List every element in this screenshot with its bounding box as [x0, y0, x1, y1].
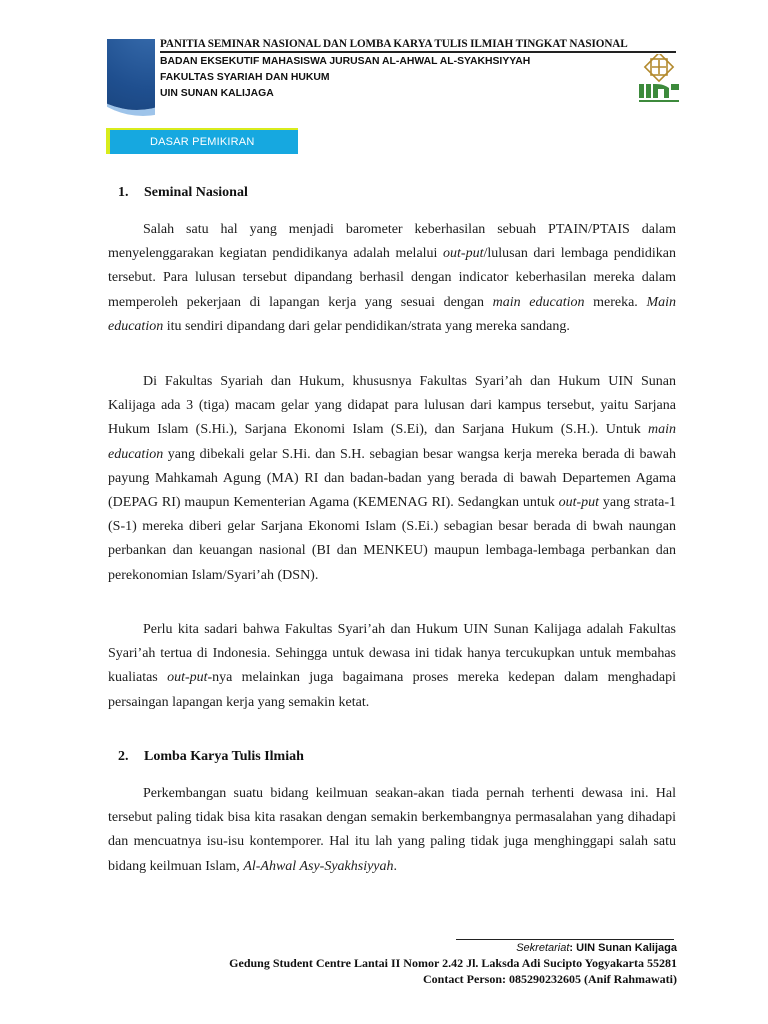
section-heading-lomba	[118, 749, 304, 765]
section-tag-dasar-pemikiran	[106, 128, 298, 154]
footer-address: Gedung Student Centre Lantai II Nomor 2.42 Jl. Laksda Adi Sucipto Yogyakarta 55281	[229, 956, 677, 970]
footer-secretariat: Sekretariat: UIN Sunan Kalijaga	[516, 942, 677, 954]
italic-term: out-put	[443, 246, 484, 262]
footer-contact: Contact Person: 085290232605 (Anif Rahmawati)	[423, 972, 677, 986]
paragraph: Perkembangan suatu bidang keilmuan seakan-akan tiada pernah terhenti dewasa ini. Hal tersebut paling tidak bisa kita rasakan dengan semakin berkembangnya permasalahan yang dihadapi dan mencuatnya isu-isu kontemporer. Hal itu lah yang paling tidak juga menghinggapi salah satu bidang keilmuan Islam, Al-Ahwal Asy-Syakhsiyyah.	[108, 786, 676, 874]
header-university: UIN SUNAN KALIJAGA	[160, 88, 274, 99]
header-committee-title: PANITIA SEMINAR NASIONAL DAN LOMBA KARYA TULIS ILMIAH TINGKAT NASIONAL	[160, 38, 628, 50]
header-divider	[160, 51, 676, 53]
paragraph: Salah satu hal yang menjadi barometer keberhasilan sebuah PTAIN/PTAIS dalam menyelenggarakan kegiatan pendidikanya adalah melalui out-put/lulusan dari lembaga pendidikan tersebut. Para lulusan tersebut dipandang berhasil dengan indicator keberhasilan mereka dalam memperoleh pekerjaan di lapangan kerja yang sesuai dengan main education mereka. Main education itu sendiri dipandang dari gelar pendidikan/strata yang mereka sandang.	[108, 222, 676, 334]
header-organization: BADAN EKSEKUTIF MAHASISWA JURUSAN AL-AHWAL AL-SYAKHSIYYAH	[160, 56, 531, 67]
italic-term: main education	[492, 294, 585, 310]
header-mask-top	[0, 0, 768, 39]
header-faculty: FAKULTAS SYARIAH DAN HUKUM	[160, 72, 330, 83]
italic-term: out-put	[558, 495, 600, 511]
uin-logo-icon	[636, 54, 682, 104]
paragraph: Di Fakultas Syariah dan Hukum, khususnya Fakultas Syari’ah dan Hukum UIN Sunan Kalijaga ada 3 (tiga) macam gelar yang didapat para lulusan dari kampus tersebut, yaitu Sarjana Hukum Islam (S.Hi.), Sarjana Ekonomi Islam (S.Ei), dan Sarjana Hukum (S.H.). Untuk main education yang dibekali gelar S.Hi. dan S.H. sebagian besar wangsa kerja mereka berada di bawah payung Mahkamah Agung (MA) RI dan badan-badan yang berada di bawah Departemen Agama (DEPAG RI) maupun Kementerian Agama (KEMENAG RI). Sedangkan untuk out-put yang strata-1 (S-1) mereka diberi gelar Sarjana Ekonomi Islam (S.Ei.) sebagian besar berada di bwah naungan perbankan dan keuangan nasional (BI dan MENKEU) maupun lembaga-lembaga perbankan dan perekonomian Islam/Syari’ah (DSN).	[108, 374, 676, 583]
italic-term: main education	[108, 422, 676, 462]
section-title: Lomba Karya Tulis Ilmiah	[144, 749, 304, 764]
section-tag-label: DASAR PEMIKIRAN	[150, 136, 255, 148]
section-title: Seminal Nasional	[144, 185, 248, 200]
italic-term: Al-Ahwal Asy-Syakhsiyyah	[243, 858, 394, 874]
footer-divider	[456, 939, 674, 940]
section-heading-seminar	[118, 185, 248, 201]
paragraph: Perlu kita sadari bahwa Fakultas Syari’ah dan Hukum UIN Sunan Kalijaga adalah Fakultas Syari’ah tertua di Indonesia. Sehingga untuk dewasa ini tidak hanya tercukupkan untuk membahas kualiatas out-put-nya melainkan juga bagaimana proses mereka kedepan dalam menghadapi persaingan lapangan kerja yang semakin ketat.	[108, 622, 676, 710]
section-number: 2.	[118, 749, 129, 764]
italic-term: Main education	[108, 294, 676, 334]
italic-term: out-put	[167, 670, 208, 686]
section-number: 1.	[118, 185, 129, 200]
